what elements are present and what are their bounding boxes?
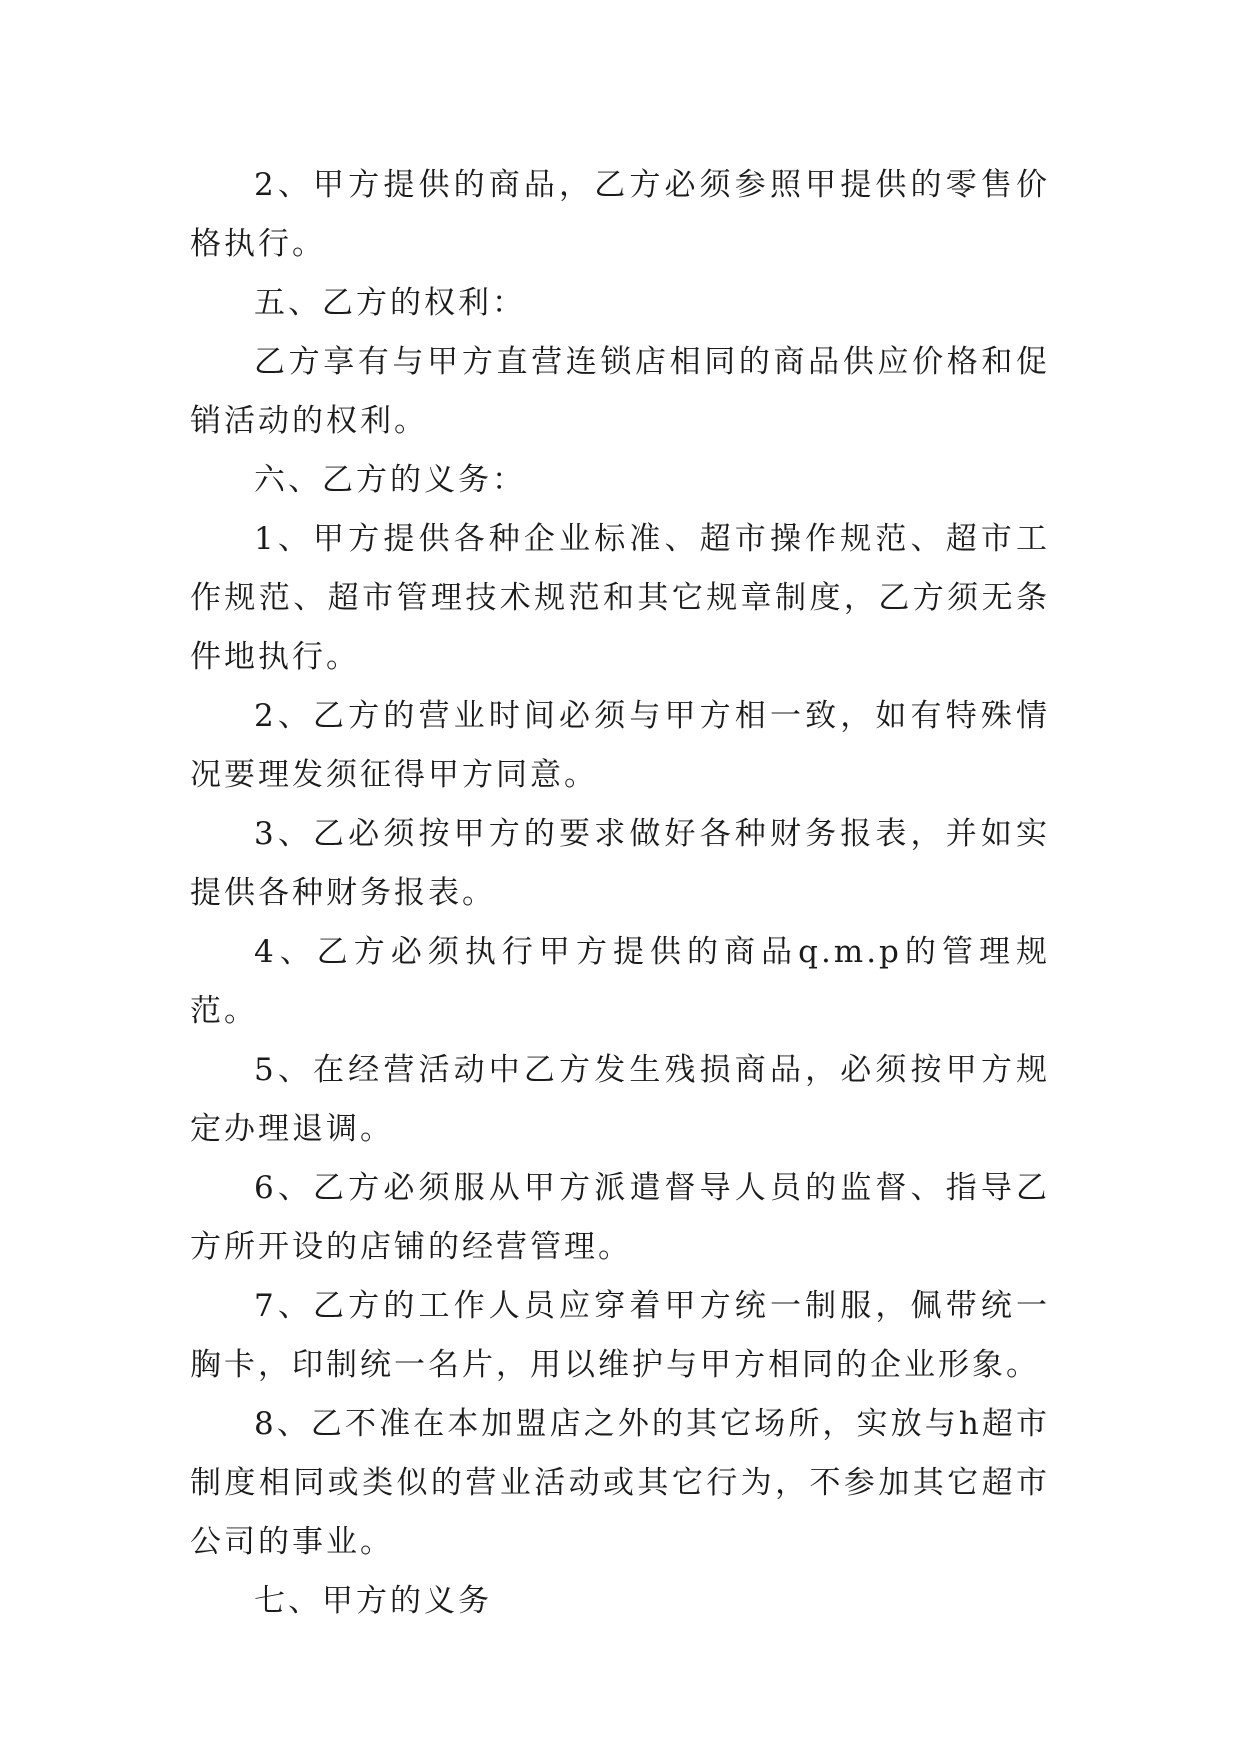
paragraph-obligation-6: 6、乙方必须服从甲方派遣督导人员的监督、指导乙方所开设的店铺的经营管理。 xyxy=(190,1170,1050,1265)
heading-party-b-rights: 五、乙方的权利： xyxy=(254,285,526,321)
paragraph-obligation-7: 7、乙方的工作人员应穿着甲方统一制服，佩带统一胸卡，印制统一名片，用以维护与甲方相同的企业形象。 xyxy=(190,1288,1050,1383)
heading-party-b-obligations: 六、乙方的义务： xyxy=(254,462,526,498)
paragraph-obligation-8: 8、乙不准在本加盟店之外的其它场所，实放与h超市制度相同或类似的营业活动或其它行为，不参加其它超市公司的事业。 xyxy=(190,1406,1050,1560)
paragraph-obligation-4: 4、乙方必须执行甲方提供的商品q.m.p的管理规范。 xyxy=(190,934,1050,1029)
paragraph-obligation-5: 5、在经营活动中乙方发生残损商品，必须按甲方规定办理退调。 xyxy=(190,1052,1050,1147)
document-body xyxy=(190,156,1050,1631)
paragraph-obligation-3: 3、乙必须按甲方的要求做好各种财务报表，并如实提供各种财务报表。 xyxy=(190,816,1050,911)
paragraph-obligation-1: 1、甲方提供各种企业标准、超市操作规范、超市工作规范、超市管理技术规范和其它规章制度，乙方须无条件地执行。 xyxy=(190,521,1050,675)
heading-party-a-obligations: 七、甲方的义务 xyxy=(254,1583,492,1619)
paragraph-party-b-rights: 乙方享有与甲方直营连锁店相同的商品供应价格和促销活动的权利。 xyxy=(190,344,1050,439)
paragraph-price-execution: 2、甲方提供的商品，乙方必须参照甲提供的零售价格执行。 xyxy=(190,167,1050,262)
paragraph-obligation-2: 2、乙方的营业时间必须与甲方相一致，如有特殊情况要理发须征得甲方同意。 xyxy=(190,698,1050,793)
